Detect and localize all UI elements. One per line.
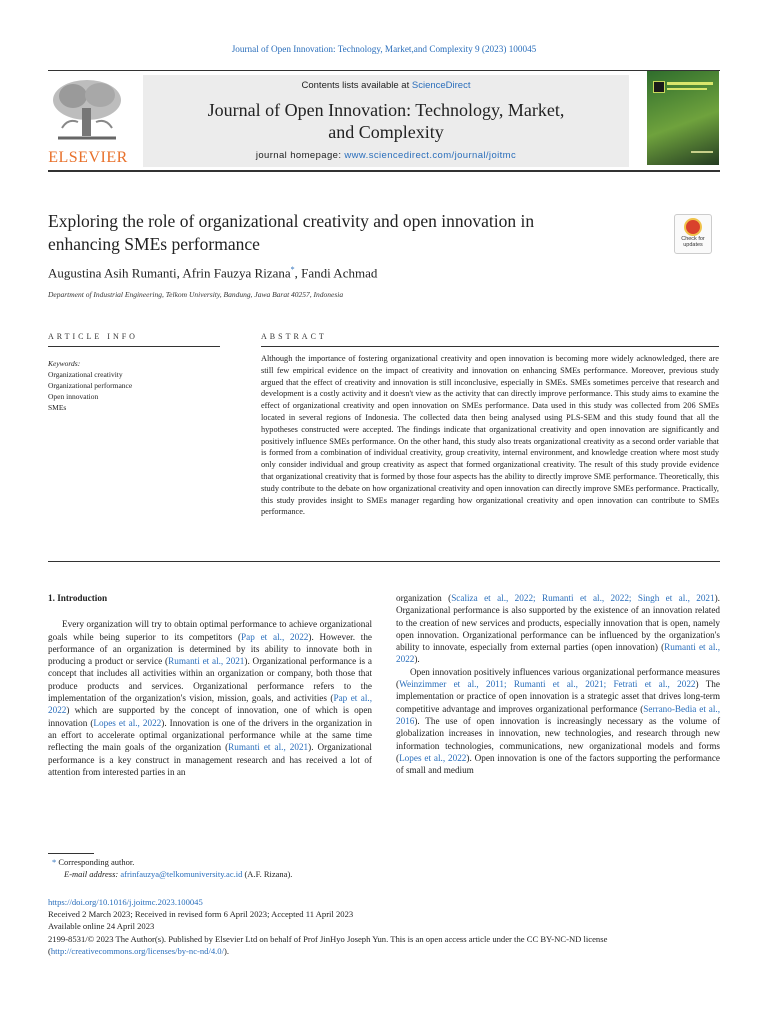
citation-link[interactable]: Rumanti et al., 2021 <box>228 742 309 753</box>
elsevier-tree-icon <box>48 78 126 142</box>
journal-title-line1: Journal of Open Innovation: Technology, Market, <box>207 100 565 120</box>
email-label: E-mail address: <box>64 869 121 879</box>
affiliation: Department of Industrial Engineering, Telkom University, Bandung, Jawa Barat 40257, Indonesia <box>48 290 344 299</box>
email-note <box>64 869 292 879</box>
author-list <box>48 265 377 281</box>
check-updates-line2: updates <box>683 242 703 248</box>
cover-logo-mark <box>653 81 665 93</box>
cover-editor-bar <box>691 151 713 153</box>
email-link[interactable]: afrinfauzya@telkomuniversity.ac.id <box>120 869 243 879</box>
citation-link[interactable]: Weinzimmer et al., 2011; Rumanti et al., 2021; Fetrati et al., 2022 <box>399 679 696 690</box>
license-text: 2199-8531/© 2023 The Author(s). Published by Elsevier Ltd on behalf of Prof JinHyo Joseph Yun. This is an open access article under the CC BY-NC-ND license ( <box>48 933 608 956</box>
citation-link[interactable]: Serrano-Bedia et al., 2016 <box>396 703 720 726</box>
homepage-prefix: journal homepage: <box>255 150 345 161</box>
header-top-rule <box>48 70 720 71</box>
check-updates-line1: Check for <box>681 236 705 242</box>
doi-link[interactable]: https://doi.org/10.1016/j.joitmc.2023.100045 <box>48 897 203 907</box>
license-end: ). <box>223 945 229 956</box>
check-updates-icon <box>684 218 702 236</box>
paragraph-text: ). Organizational performance is a concept that includes all activities within an organization or company, both those that produce products and services. Organizational performance refers to the implementation of the organization's vision, mission, goals, and activities ( <box>48 656 373 704</box>
keyword-item: Organizational creativity <box>48 370 123 379</box>
article-metadata <box>48 896 720 957</box>
contents-prefix: Contents lists available at <box>301 80 412 91</box>
abstract-heading: ABSTRACT <box>261 332 327 341</box>
author-2[interactable]: Afrin Fauzya Rizana <box>182 265 291 281</box>
journal-citation[interactable]: Journal of Open Innovation: Technology, Market,and Complexity 9 (2023) 100045 <box>231 44 537 54</box>
citation-link[interactable]: Scaliza et al., 2022; Rumanti et al., 2022; Singh et al., 2021 <box>451 593 715 603</box>
cover-title-bar <box>667 82 713 85</box>
cover-subtitle-bar <box>667 88 707 90</box>
homepage-link[interactable]: www.sciencedirect.com/journal/joitmc <box>344 150 517 161</box>
citation-link[interactable]: Pap et al., 2022 <box>241 631 309 642</box>
article-info-heading: ARTICLE INFO <box>48 332 138 341</box>
received-dates: Received 2 March 2023; Received in revised form 6 April 2023; Accepted 11 April 2023 <box>48 909 354 920</box>
footnote-rule <box>48 853 94 854</box>
intro-paragraph-2 <box>396 592 720 666</box>
paragraph-text: ). Innovation is one of the drivers in the organization in an effort to accelerate optimal organizational performance while at the same time reflecting the main goals of the organization ( <box>48 717 373 753</box>
publisher-name: ELSEVIER <box>48 149 128 166</box>
paragraph-text: ). However. the performance of an organization is determined by its ability to innovate both in producing a product or service ( <box>48 631 373 667</box>
journal-title <box>143 99 629 143</box>
contents-available <box>143 80 629 91</box>
check-for-updates-badge[interactable] <box>674 214 712 254</box>
keyword-item: Organizational performance <box>48 381 133 390</box>
corresponding-author-note <box>52 857 134 867</box>
corresponding-author-mark[interactable]: * <box>290 265 295 274</box>
elsevier-logo <box>48 78 128 166</box>
paragraph-text: ). <box>414 654 420 665</box>
citation-link[interactable]: Lopes et al., 2022 <box>93 717 162 728</box>
journal-banner <box>143 75 629 167</box>
abstract-bottom-rule <box>48 561 720 562</box>
author-separator: , <box>176 265 183 281</box>
abstract-text: Although the importance of fostering organizational creativity and open innovation is becoming more widely acknowledged, there are still few empirical evidence on the impact of creativity and innovation on enhancing SMEs performance. Moreover, previous study argued that the effect of creativity and innovation is still inconclusive, especially in SMEs. SMEs sometimes perceive that research and development is a costly activity and it doesn't view as the activity that can directly improve performance. This study aims to examine the effect of organizational creativity and open innovation on SMEs performance. Data used in this study was collected from 206 SMEs located in several regions of Indonesia. The collected data then being analysed using PLS-SEM and this study found that all the hypotheses constructed were accepted. The findings indicate that organizational creativity and open innovation are significantly and positively influence SMEs performance. On the other hand, this study also treats organizational creativity as a second order variable that is formed from a combination of individual creativity, group creativity, internal environment, and knowledge creation where most study only consider individual and group creativity as aspect that formed organizational creativity. The result of this study provide evidence that organizational creativity that is formed by those four aspects has the ability to directly improve SME performance. Theoretically, this study contribute to the debate on how organizational creativity and open innovation can directly improve SMEs performance. Practically, this study provides insight to SMEs manager regarding how organizational creativity and open innovation can contribute to SMEs performance. <box>261 354 719 517</box>
right-column <box>396 592 720 776</box>
intro-paragraph-1 <box>48 618 372 778</box>
sciencedirect-link[interactable]: ScienceDirect <box>411 80 471 91</box>
header-bottom-rule <box>48 170 720 172</box>
author-separator: , <box>294 265 302 281</box>
paragraph-text: ) The implementation or practice of open innovation is a strategic asset that drives long-term competitive advantage and improves organizational performance ( <box>396 679 720 714</box>
intro-paragraph-3 <box>396 666 720 777</box>
citation-link[interactable]: Lopes et al., 2022 <box>399 752 467 763</box>
paragraph-text: Every organization will try to obtain optimal performance to achieve organizational goals while being superior to its competitors ( <box>48 619 372 642</box>
paragraph-text: organization ( <box>396 593 452 603</box>
left-column <box>48 592 372 778</box>
article-title: Exploring the role of organizational creativity and open innovation in enhancing SMEs performance <box>48 211 535 254</box>
keywords-block <box>48 358 132 413</box>
paragraph-text: ). Organizational performance is also supported by the existence of an innovation related to the creation of new services and products, especially innovation that is open, namely open innovation. Organizational performance can be influenced by the organization's ability to innovate, especially from external parties (open innovation) ( <box>396 593 720 653</box>
citation-link[interactable]: Rumanti et al., 2022 <box>396 642 721 665</box>
section-heading-introduction: 1. Introduction <box>48 593 108 603</box>
paragraph-text: ). The use of open innovation is increasingly necessary as the volume of globalization increases in innovation, new technologies, and research through new information technologies, communications, new organizational models and forms ( <box>396 715 720 763</box>
keywords-label: Keywords: <box>48 359 81 368</box>
paragraph-text: ) which are supported by the concept of innovation, one of which is open innovation ( <box>48 705 372 728</box>
citation-link[interactable]: Rumanti et al., 2021 <box>168 656 245 667</box>
corresponding-label: Corresponding author. <box>58 857 135 867</box>
journal-title-line2: and Complexity <box>328 122 444 142</box>
journal-cover-thumbnail[interactable] <box>647 71 719 165</box>
available-online: Available online 24 April 2023 <box>48 921 155 932</box>
license-statement <box>48 933 720 957</box>
license-link[interactable]: http://creativecommons.org/licenses/by-nc-nd/4.0/ <box>50 945 224 956</box>
paragraph-text: ). Open innovation is one of the factors supporting the performance of small and medium <box>396 752 720 776</box>
paragraph-text: ). Organizational performance is a key construct in management research and has received a lot of attention from interested parties in an <box>48 742 372 777</box>
keyword-item: SMEs <box>48 403 67 412</box>
journal-homepage <box>143 150 629 161</box>
citation-link[interactable]: Pap et al., 2022 <box>48 693 372 716</box>
footnote-mark: * <box>52 857 57 867</box>
abstract-rule <box>261 346 719 347</box>
article-info-rule <box>48 346 220 347</box>
author-3[interactable]: Fandi Achmad <box>301 265 378 281</box>
author-1[interactable]: Augustina Asih Rumanti <box>48 265 177 281</box>
email-suffix: (A.F. Rizana). <box>242 869 293 879</box>
paragraph-text: Open innovation positively influences various organizational performance measures ( <box>396 666 720 690</box>
keyword-item: Open innovation <box>48 392 99 401</box>
